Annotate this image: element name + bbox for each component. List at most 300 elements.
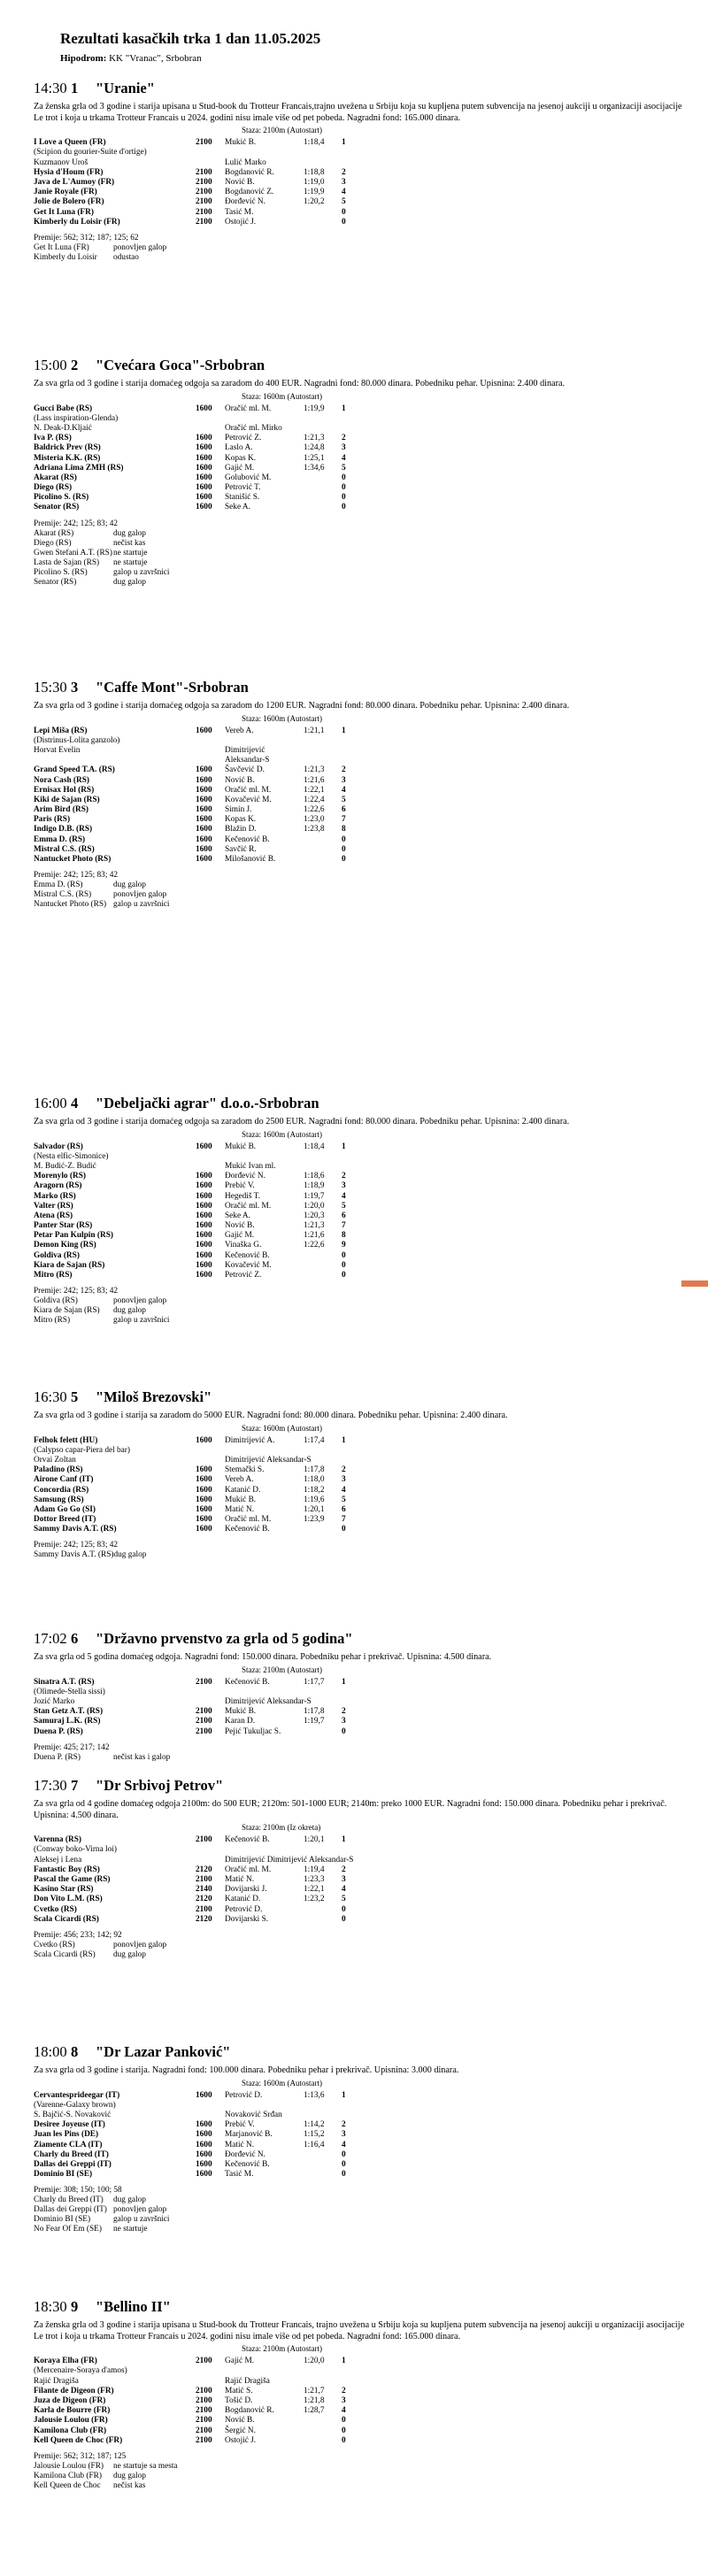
horse-name: Paris (RS) bbox=[34, 815, 71, 825]
result-row bbox=[34, 188, 689, 197]
placing: 0 bbox=[342, 1726, 346, 1736]
horse-name: Diego (RS) bbox=[34, 483, 73, 493]
remark-text: dug galop bbox=[113, 1949, 146, 1959]
distance: 2100 bbox=[196, 1707, 212, 1717]
placing: 8 bbox=[342, 825, 346, 834]
km-time: 1:17,8 bbox=[304, 1707, 325, 1717]
remark-horse: Mistral C.S. (RS) bbox=[34, 890, 92, 900]
driver: Gajić M. bbox=[225, 463, 255, 473]
placing: 6 bbox=[342, 1504, 346, 1514]
driver: Bogdanović Z. bbox=[225, 188, 274, 197]
driver: Novaković Srđan bbox=[225, 2110, 282, 2119]
driver: Oračić ml. M. bbox=[225, 1201, 272, 1211]
track-info: Staza: 1600m (Autostart) bbox=[242, 1129, 322, 1139]
result-row bbox=[34, 1142, 689, 1152]
race-time: 17:30 bbox=[34, 1777, 67, 1794]
horse-name: Paladino (RS) bbox=[34, 1465, 83, 1475]
result-detail-row bbox=[34, 2366, 689, 2376]
race-remark bbox=[34, 1306, 689, 1316]
distance: 2100 bbox=[196, 2357, 212, 2366]
race-number: 8 bbox=[71, 2043, 79, 2060]
driver: Savčić R. bbox=[225, 844, 257, 854]
placing: 0 bbox=[342, 2426, 346, 2435]
distance: 2100 bbox=[196, 197, 212, 207]
distance: 1600 bbox=[196, 434, 212, 443]
distance: 2100 bbox=[196, 167, 212, 177]
race-name: "Dr Srbivoj Petrov" bbox=[96, 1777, 224, 1794]
horse-name: Kiki de Sajan (RS) bbox=[34, 795, 100, 804]
race-number: 4 bbox=[71, 1095, 79, 1111]
distance: 1600 bbox=[196, 1241, 212, 1250]
race-header bbox=[34, 1777, 689, 1795]
placing: 2 bbox=[342, 2386, 346, 2395]
remark-text: nečist kas bbox=[113, 2480, 146, 2490]
race-conditions: Za ženska grla od 3 godine i starija upisana u Stud-book du Trotteur Francais, trajno uvežena u Srbiju koja su kupljena putem subvencija na jesenoj aukciji u organizaciji asocijacije Le trot i koja u trkama Trotteur Francais u 2024. godini nisu imale više od pet pobeda. Nagradni fond: 165.000 dinara. bbox=[34, 2320, 685, 2341]
distance: 2100 bbox=[196, 2406, 212, 2416]
horse-name: (Nesta elfic-Simonice) bbox=[34, 1151, 109, 1161]
driver: Bogdanović R. bbox=[225, 167, 274, 177]
race-number: 7 bbox=[71, 1777, 79, 1794]
distance: 1600 bbox=[196, 404, 212, 413]
track-info: Staza: 2100m (Autostart) bbox=[242, 2344, 322, 2354]
driver: Kečenović B. bbox=[225, 834, 270, 844]
km-time: 1:20,1 bbox=[304, 1835, 325, 1845]
horse-name: Misteria K.K. (RS) bbox=[34, 453, 101, 463]
driver: Golubović M. bbox=[225, 473, 272, 482]
result-row bbox=[34, 1865, 689, 1875]
horse-name: Dottor Breed (IT) bbox=[34, 1515, 96, 1525]
horse-name: (Calypso capar-Piera del bar) bbox=[34, 1445, 131, 1455]
driver: Petrović D. bbox=[225, 2090, 263, 2100]
remark-horse: Get It Luna (FR) bbox=[34, 242, 89, 252]
distance: 1600 bbox=[196, 483, 212, 493]
race-section bbox=[34, 357, 689, 588]
result-table bbox=[34, 138, 689, 227]
remark-horse: Kamilona Club (FR) bbox=[34, 2471, 102, 2480]
km-time: 1:20,2 bbox=[304, 197, 325, 207]
placing: 1 bbox=[342, 1677, 346, 1687]
distance: 1600 bbox=[196, 1211, 212, 1220]
remark-horse: Dominio BI (SE) bbox=[34, 2215, 91, 2225]
result-table bbox=[34, 1436, 689, 1535]
driver: Nović B. bbox=[225, 1221, 255, 1231]
horse-name: Mitro (RS) bbox=[34, 1271, 73, 1280]
horse-name: (Distrinus-Lolita ganzolo) bbox=[34, 735, 120, 745]
horse-name: M. Budić-Z. Budić bbox=[34, 1161, 96, 1171]
track-info: Staza: 1600m (Autostart) bbox=[242, 2078, 322, 2088]
race-header bbox=[34, 80, 689, 97]
horse-name: Lepi Miša (RS) bbox=[34, 726, 88, 735]
placing: 0 bbox=[342, 2435, 346, 2445]
driver: Dovijarski J. bbox=[225, 1885, 267, 1895]
km-time: 1:24,8 bbox=[304, 443, 325, 453]
race-conditions: Za sva grla od 5 godina domaćeg odgoja. Nagradni fond: 150.000 dinara. Pobedniku pehar i prekrivač. Upisnina: 4.500 dinara. bbox=[34, 1652, 492, 1662]
driver: Simin J. bbox=[225, 805, 252, 815]
driver: Matić N. bbox=[225, 1874, 255, 1884]
km-time: 1:23,2 bbox=[304, 1895, 325, 1904]
horse-name: Janie Royale (FR) bbox=[34, 188, 97, 197]
race-name: "Miloš Brezovski" bbox=[96, 1388, 212, 1405]
race-time: 15:00 bbox=[34, 357, 67, 373]
result-row bbox=[34, 1211, 689, 1221]
km-time: 1:20,3 bbox=[304, 1211, 325, 1220]
track-info: Staza: 1600m (Autostart) bbox=[242, 713, 322, 723]
placing: 4 bbox=[342, 2406, 346, 2416]
horse-name: Morenylo (RS) bbox=[34, 1172, 86, 1181]
horse-name: Samsung (RS) bbox=[34, 1495, 84, 1504]
race-header bbox=[34, 1095, 689, 1112]
remark-text: ne startuje bbox=[113, 557, 148, 567]
result-row bbox=[34, 1717, 689, 1726]
distance: 1600 bbox=[196, 2149, 212, 2159]
placing: 1 bbox=[342, 1142, 346, 1151]
distance: 1600 bbox=[196, 2140, 212, 2149]
result-row bbox=[34, 1172, 689, 1181]
driver: Aleksandar-S bbox=[225, 756, 270, 765]
result-row bbox=[34, 1505, 689, 1515]
result-detail-row bbox=[34, 2111, 689, 2120]
placing: 0 bbox=[342, 473, 346, 482]
remark-horse: Kell Queen de Choc bbox=[34, 2480, 101, 2490]
result-row bbox=[34, 1465, 689, 1475]
placing: 0 bbox=[342, 1260, 346, 1270]
remark-text: galop u završnici bbox=[113, 900, 170, 910]
horse-name: Iva P. (RS) bbox=[34, 434, 72, 443]
race-number: 2 bbox=[71, 357, 79, 373]
result-row bbox=[34, 2141, 689, 2150]
km-time: 1:34,6 bbox=[304, 463, 325, 473]
result-row bbox=[34, 178, 689, 188]
km-time: 1:21,8 bbox=[304, 2395, 325, 2405]
result-row bbox=[34, 1181, 689, 1191]
remark-text: nečist kas bbox=[113, 538, 146, 548]
km-time: 1:19,4 bbox=[304, 1865, 325, 1874]
placing: 4 bbox=[342, 785, 346, 795]
placing: 3 bbox=[342, 2130, 346, 2140]
result-row bbox=[34, 218, 689, 227]
driver: Laslo A. bbox=[225, 443, 253, 453]
remark-horse: Lasta de Sajan (RS) bbox=[34, 557, 100, 567]
race-section bbox=[34, 1630, 689, 1763]
result-row bbox=[34, 2396, 689, 2406]
driver: Blažin D. bbox=[225, 825, 257, 834]
placing: 5 bbox=[342, 795, 346, 804]
driver: Katanić D. bbox=[225, 1895, 261, 1904]
horse-name: Fantastic Boy (RS) bbox=[34, 1865, 100, 1874]
horse-name: Cvetko (RS) bbox=[34, 1904, 77, 1914]
horse-name: (Mercenaire-Soraya d'amos) bbox=[34, 2366, 127, 2376]
distance: 2100 bbox=[196, 2386, 212, 2395]
distance: 2100 bbox=[196, 2395, 212, 2405]
race-remark bbox=[34, 529, 689, 539]
distance: 1600 bbox=[196, 1465, 212, 1475]
horse-name: Java de L'Aumoy (FR) bbox=[34, 177, 115, 187]
distance: 1600 bbox=[196, 1504, 212, 1514]
distance: 1600 bbox=[196, 1181, 212, 1191]
horse-name: Aleksej i Lena bbox=[34, 1855, 82, 1865]
race-section bbox=[34, 80, 689, 263]
placing: 0 bbox=[342, 1271, 346, 1280]
track-info: Staza: 2100m (Autostart) bbox=[242, 1665, 322, 1674]
driver: Kečenović B. bbox=[225, 1525, 270, 1534]
placing: 2 bbox=[342, 1865, 346, 1874]
km-time: 1:23,3 bbox=[304, 1874, 325, 1884]
remark-horse: Kimberly du Loisir bbox=[34, 252, 97, 262]
km-time: 1:21,3 bbox=[304, 765, 325, 775]
placing: 3 bbox=[342, 1475, 346, 1485]
placing: 4 bbox=[342, 1485, 346, 1495]
race-remark bbox=[34, 2472, 689, 2481]
km-time: 1:18,9 bbox=[304, 1181, 325, 1191]
prize-money: Premije: 242; 125; 83; 42 bbox=[34, 1541, 119, 1550]
result-row bbox=[34, 1221, 689, 1231]
placing: 4 bbox=[342, 2140, 346, 2149]
placing: 9 bbox=[342, 1241, 346, 1250]
result-row bbox=[34, 434, 689, 443]
placing: 5 bbox=[342, 197, 346, 207]
horse-name: Kell Queen de Choc (FR) bbox=[34, 2435, 123, 2445]
horse-name: Picolino S. (RS) bbox=[34, 493, 89, 503]
distance: 2100 bbox=[196, 177, 212, 187]
horse-name: Orvai Zoltan bbox=[34, 1455, 76, 1465]
placing: 3 bbox=[342, 1181, 346, 1191]
remark-text: ponovljen galop bbox=[113, 2205, 167, 2215]
result-row bbox=[34, 1261, 689, 1271]
driver: Nović B. bbox=[225, 177, 255, 187]
driver: Oračić ml. M. bbox=[225, 785, 272, 795]
driver: Dimitrijević Aleksandar-S bbox=[225, 1455, 312, 1465]
km-time: 1:15,2 bbox=[304, 2130, 325, 2140]
horse-name: Arim Bird (RS) bbox=[34, 805, 88, 815]
km-time: 1:23,9 bbox=[304, 1515, 325, 1525]
remark-text: galop u završnici bbox=[113, 1316, 170, 1326]
race-remark bbox=[34, 2205, 689, 2215]
result-row bbox=[34, 1525, 689, 1534]
driver: Vereb A. bbox=[225, 726, 254, 735]
prize-money: Premije: 242; 125; 83; 42 bbox=[34, 871, 119, 880]
horse-name: Juan les Pins (DE) bbox=[34, 2130, 99, 2140]
race-remark bbox=[34, 2225, 689, 2234]
distance: 2120 bbox=[196, 1865, 212, 1874]
km-time: 1:22,4 bbox=[304, 795, 325, 804]
horse-name: Airone Canf (IT) bbox=[34, 1475, 94, 1485]
driver: Gajić M. bbox=[225, 1231, 255, 1241]
race-name: "Dr Lazar Panković" bbox=[96, 2043, 231, 2060]
driver: Kečenović B. bbox=[225, 1677, 270, 1687]
distance: 2120 bbox=[196, 1895, 212, 1904]
distance: 1600 bbox=[196, 1495, 212, 1504]
remark-horse: Goldiva (RS) bbox=[34, 1296, 78, 1306]
km-time: 1:22,1 bbox=[304, 785, 325, 795]
driver: Prebić V. bbox=[225, 1181, 255, 1191]
driver: Ostojić J. bbox=[225, 2435, 257, 2445]
horse-name: Petar Pan Kulpin (RS) bbox=[34, 1231, 113, 1241]
result-row bbox=[34, 1678, 689, 1688]
placing: 0 bbox=[342, 855, 346, 865]
horse-name: (Conway boko-Virna loi) bbox=[34, 1845, 117, 1855]
distance: 2100 bbox=[196, 1904, 212, 1914]
track-info: Staza: 2100m (Autostart) bbox=[242, 126, 322, 135]
race-remark bbox=[34, 2481, 689, 2491]
horse-name: Kamilona Club (FR) bbox=[34, 2426, 107, 2435]
remark-horse: Jalousie Loulou (FR) bbox=[34, 2461, 104, 2471]
horse-name: Koraya Elha (FR) bbox=[34, 2357, 97, 2366]
result-row bbox=[34, 805, 689, 815]
horse-name: Juza de Digeon (FR) bbox=[34, 2395, 106, 2405]
result-detail-row bbox=[34, 148, 689, 158]
race-remark bbox=[34, 1550, 689, 1560]
distance: 2100 bbox=[196, 1717, 212, 1726]
horse-name: Ziamente CLA (IT) bbox=[34, 2140, 103, 2149]
result-row bbox=[34, 776, 689, 786]
driver: Oračić ml. M. bbox=[225, 1515, 272, 1525]
driver: Dimitrijević Aleksandar-S bbox=[225, 1696, 312, 1706]
result-row bbox=[34, 1192, 689, 1202]
driver: Nović B. bbox=[225, 775, 255, 785]
driver: Nović B. bbox=[225, 2416, 255, 2426]
placing: 1 bbox=[342, 1435, 346, 1445]
placing: 2 bbox=[342, 1172, 346, 1181]
distance: 2100 bbox=[196, 188, 212, 197]
remark-horse: Nantucket Photo (RS) bbox=[34, 900, 107, 910]
race-number: 9 bbox=[71, 2298, 79, 2315]
driver: Prebić V. bbox=[225, 2120, 255, 2130]
horse-name: Get It Luna (FR) bbox=[34, 207, 94, 217]
horse-name: Aragorn (RS) bbox=[34, 1181, 82, 1191]
distance: 1600 bbox=[196, 805, 212, 815]
result-row bbox=[34, 1251, 689, 1261]
race-conditions: Za sva grla od 3 godine i starija sa zaradom do 5000 EUR. Nagradni fond: 80.000 dinara. Pobedniku pehar. Upisnina: 2.400 dinara. bbox=[34, 1411, 508, 1420]
result-row bbox=[34, 765, 689, 775]
driver: Tasić M. bbox=[225, 2170, 254, 2180]
distance: 1600 bbox=[196, 1475, 212, 1485]
placing: 1 bbox=[342, 726, 346, 735]
race-header bbox=[34, 357, 689, 374]
race-remark bbox=[34, 539, 689, 549]
race-time: 14:30 bbox=[34, 80, 67, 96]
km-time: 1:17,7 bbox=[304, 1677, 325, 1687]
race-remark bbox=[34, 2215, 689, 2225]
driver: Matić S. bbox=[225, 2386, 253, 2395]
prize-money: Premije: 425; 217; 142 bbox=[34, 1742, 110, 1752]
result-detail-row bbox=[34, 1152, 689, 1162]
prize-money: Premije: 308; 150; 100; 58 bbox=[34, 2186, 122, 2195]
result-row bbox=[34, 483, 689, 493]
result-table bbox=[34, 727, 689, 865]
remark-horse: Senator (RS) bbox=[34, 577, 77, 587]
horse-name: Nantucket Photo (RS) bbox=[34, 855, 112, 865]
result-detail-row bbox=[34, 1845, 689, 1855]
result-row bbox=[34, 503, 689, 512]
driver: Ostojić J. bbox=[225, 217, 257, 227]
remark-horse: Scala Cicardi (RS) bbox=[34, 1949, 96, 1959]
horse-name: Kuzmanov Uroš bbox=[34, 158, 88, 167]
distance: 1600 bbox=[196, 1172, 212, 1181]
driver: Mukić B. bbox=[225, 138, 257, 148]
km-time: 1:21,1 bbox=[304, 726, 325, 735]
result-table bbox=[34, 1142, 689, 1281]
driver: Petrović Z. bbox=[225, 1271, 262, 1280]
placing: 1 bbox=[342, 2357, 346, 2366]
distance: 1600 bbox=[196, 443, 212, 453]
race-remark bbox=[34, 1753, 689, 1763]
driver: Tošić D. bbox=[225, 2395, 253, 2405]
driver: Šergić N. bbox=[225, 2426, 256, 2435]
race-name: "Uranie" bbox=[96, 80, 155, 96]
placing: 2 bbox=[342, 765, 346, 775]
distance: 1600 bbox=[196, 493, 212, 503]
placing: 3 bbox=[342, 177, 346, 187]
distance: 1600 bbox=[196, 765, 212, 775]
result-row bbox=[34, 404, 689, 414]
horse-name: Baldrick Prev (RS) bbox=[34, 443, 101, 453]
distance: 2100 bbox=[196, 1726, 212, 1736]
km-time: 1:20,1 bbox=[304, 1504, 325, 1514]
venue-name: KK "Vranac", Srbobran bbox=[109, 53, 202, 64]
distance: 1600 bbox=[196, 825, 212, 834]
horse-name: (Scipion du gourier-Suite d'ortige) bbox=[34, 148, 147, 158]
horse-name: Pascal the Game (RS) bbox=[34, 1874, 111, 1884]
placing: 8 bbox=[342, 1231, 346, 1241]
horse-name: Karla de Bourre (FR) bbox=[34, 2406, 111, 2416]
result-row bbox=[34, 208, 689, 218]
horse-name: Mistral C.S. (RS) bbox=[34, 844, 95, 854]
km-time: 1:18,4 bbox=[304, 138, 325, 148]
race-section bbox=[34, 1095, 689, 1326]
placing: 6 bbox=[342, 1211, 346, 1220]
horse-name: Kasino Star (RS) bbox=[34, 1885, 94, 1895]
horse-name: Rajić Dragiša bbox=[34, 2376, 79, 2386]
result-row bbox=[34, 2150, 689, 2160]
track-info: Staza: 1600m (Autostart) bbox=[242, 1423, 322, 1433]
remark-horse: Emma D. (RS) bbox=[34, 880, 83, 890]
km-time: 1:14,2 bbox=[304, 2120, 325, 2130]
km-time: 1:16,4 bbox=[304, 2140, 325, 2149]
driver: Mukić B. bbox=[225, 1707, 257, 1717]
race-section bbox=[34, 1777, 689, 1960]
driver: Oračić ml. M. bbox=[225, 1865, 272, 1874]
horse-name: Goldiva (RS) bbox=[34, 1250, 80, 1260]
driver: Dimitrijević bbox=[225, 745, 266, 755]
placing: 3 bbox=[342, 2395, 346, 2405]
race-time: 15:30 bbox=[34, 679, 67, 696]
driver: Petrović D. bbox=[225, 1904, 263, 1914]
distance: 1600 bbox=[196, 795, 212, 804]
horse-name: Samuraj L.K. (RS) bbox=[34, 1717, 101, 1726]
side-tab-marker bbox=[681, 1280, 708, 1287]
placing: 1 bbox=[342, 2090, 346, 2100]
distance: 1600 bbox=[196, 463, 212, 473]
horse-name: Jalousie Loulou (FR) bbox=[34, 2416, 108, 2426]
distance: 1600 bbox=[196, 1525, 212, 1534]
horse-name: Sinatra A.T. (RS) bbox=[34, 1677, 95, 1687]
km-time: 1:21,3 bbox=[304, 1221, 325, 1231]
driver: Hegediš T. bbox=[225, 1191, 260, 1201]
remark-horse: Mitro (RS) bbox=[34, 1316, 71, 1326]
placing: 5 bbox=[342, 1895, 346, 1904]
horse-name: Felhok felett (HU) bbox=[34, 1435, 98, 1445]
driver: Đorđević N. bbox=[225, 1172, 266, 1181]
result-detail-row bbox=[34, 1688, 689, 1697]
result-row bbox=[34, 1875, 689, 1885]
distance: 2100 bbox=[196, 2416, 212, 2426]
placing: 3 bbox=[342, 1874, 346, 1884]
result-row bbox=[34, 2426, 689, 2436]
horse-name: Demon King (RS) bbox=[34, 1241, 96, 1250]
remark-horse: Picolino S. (RS) bbox=[34, 567, 88, 577]
result-detail-row bbox=[34, 414, 689, 424]
race-conditions: Za sva grla od 3 godine i starija. Nagradni fond: 100.000 dinara. Pobedniku pehar i prekrivač. Upisnina: 3.000 dinara. bbox=[34, 2065, 459, 2075]
